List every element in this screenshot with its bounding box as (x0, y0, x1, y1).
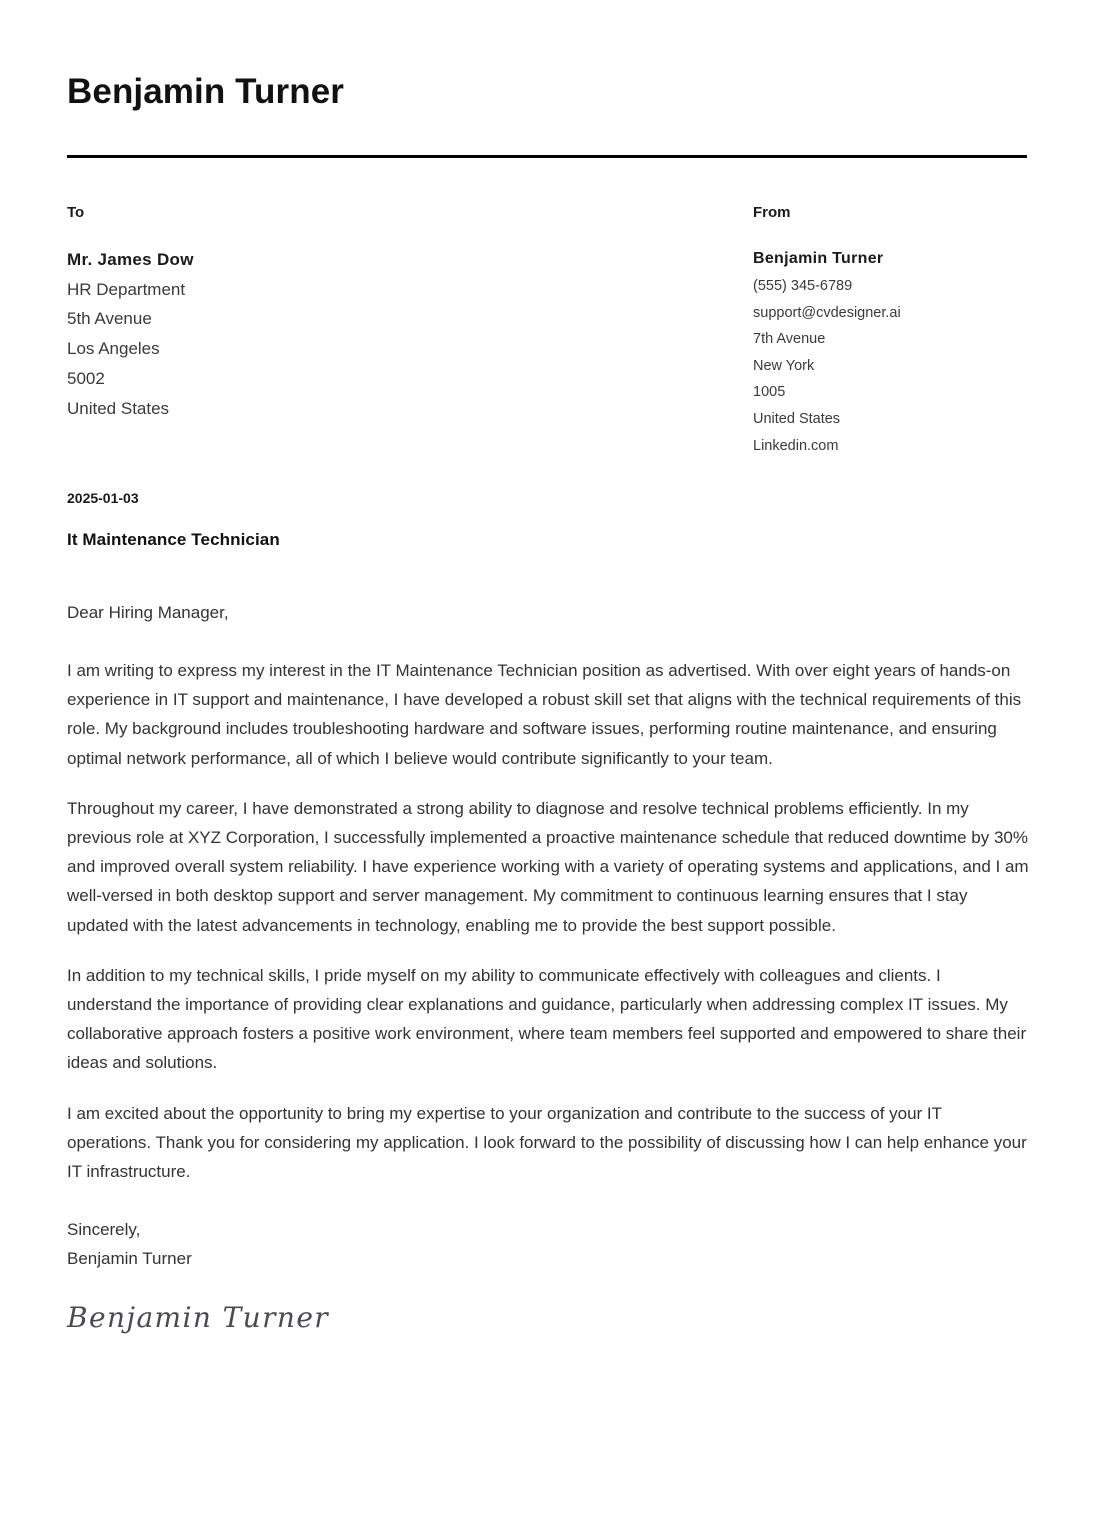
sender-phone: (555) 345-6789 (753, 278, 853, 294)
recipient-name: Mr. James Dow (67, 250, 194, 269)
body-paragraph: In addition to my technical skills, I pride myself on my ability to communicate effectively with colleagues and clients. I understand the importance of providing clear explanations and guidance, particularly when addressing complex IT issues. My collaborative approach fosters a positive work environment, where team members feel supported and empowered to share their ideas and solutions. (67, 965, 1027, 1073)
recipient-address-line: 5th Avenue (67, 309, 152, 329)
signature: Benjamin Turner (67, 1300, 330, 1334)
recipient-address (67, 245, 487, 423)
sender-address-line: 1005 (753, 384, 786, 401)
recipient-address-line: 5002 (67, 368, 105, 388)
recipient-address-line: HR Department (67, 279, 186, 299)
letter-body (67, 598, 1029, 1338)
closing-phrase: Sincerely, (67, 1220, 141, 1240)
recipient-column (67, 203, 487, 423)
sender-website: Linkedin.com (753, 437, 839, 454)
body-paragraph: Throughout my career, I have demonstrated a strong ability to diagnose and resolve technical problems efficiently. In my previous role at XYZ Corporation, I successfully implemented a proactive maintenance schedule that reduced downtime by 30% and improved overall system reliability. I have experience working with a variety of operating systems and applications, and I am well-versed in both desktop support and server management. My commitment to continuous learning ensures that I stay updated with the latest advancements in technology, enabling me to provide the best support possible. (67, 798, 1029, 935)
recipient-address-line: United States (67, 398, 170, 418)
page-title: Benjamin Turner (67, 72, 345, 111)
recipient-address-line: Los Angeles (67, 339, 160, 359)
sender-email: support@cvdesigner.ai (753, 304, 901, 321)
letter-date: 2025-01-03 (67, 490, 139, 506)
sender-address (753, 245, 1027, 459)
letter-closing (67, 1215, 1029, 1273)
letter-header (67, 72, 1027, 112)
sender-column (753, 203, 1027, 459)
sender-address-line: New York (753, 357, 815, 374)
header-divider (67, 155, 1027, 158)
letter-subject: It Maintenance Technician (67, 530, 280, 549)
closing-name: Benjamin Turner (67, 1249, 192, 1269)
body-paragraph: I am writing to express my interest in the IT Maintenance Technician position as advertised. With over eight years of hands-on experience in IT support and maintenance, I have developed a robust skill set that aligns with the technical requirements of this role. My background includes troubleshooting hardware and software issues, performing routine maintenance, and ensuring optimal network performance, all of which I believe would contribute significantly to your team. (67, 661, 1022, 768)
sender-name: Benjamin Turner (753, 250, 884, 267)
sender-address-line: United States (753, 410, 841, 427)
body-paragraph: I am excited about the opportunity to bring my expertise to your organization and contribute to the success of your IT operations. Thank you for considering my application. I look forward to the possibility of discussing how I can help enhance your IT infrastructure. (67, 1103, 1027, 1182)
salutation: Dear Hiring Manager, (67, 603, 229, 622)
sender-address-line: 7th Avenue (753, 331, 826, 348)
sender-label: From (753, 204, 791, 221)
recipient-label: To (67, 204, 85, 221)
letter-meta (67, 488, 1027, 551)
